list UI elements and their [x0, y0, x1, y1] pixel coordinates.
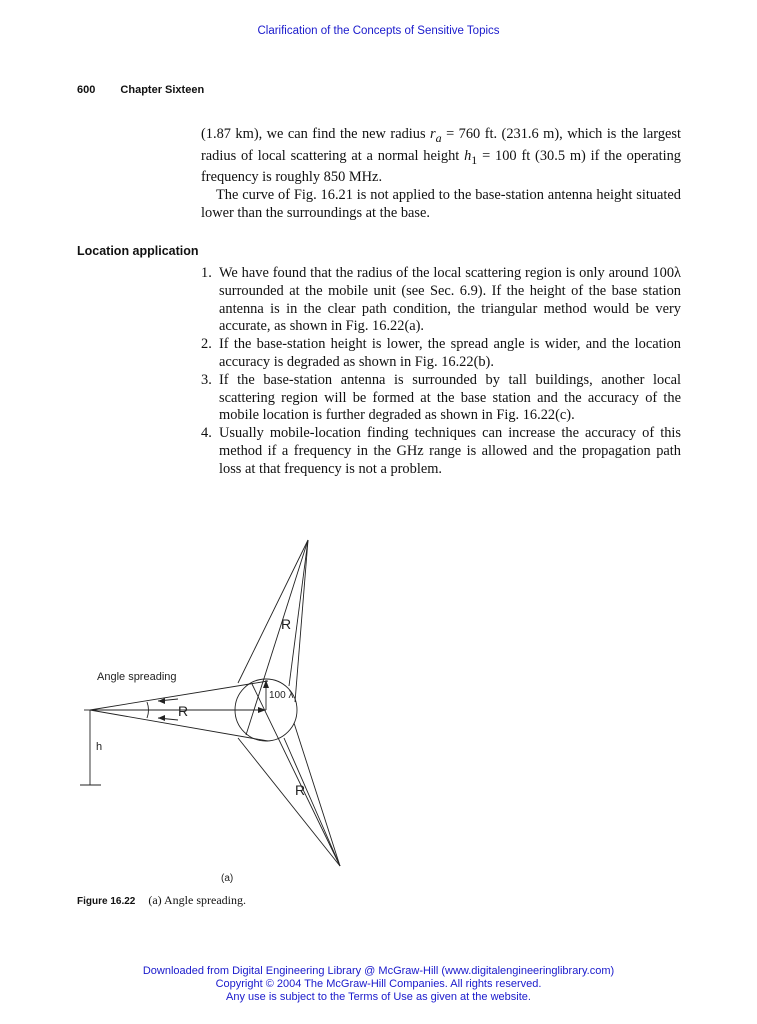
figure-caption-label: Figure 16.22	[77, 896, 136, 907]
para1-text-c: = 100 ft (30.5 m) if the operating frequency is roughly 850 MHz.	[201, 147, 681, 186]
r-label-top: R	[281, 616, 292, 632]
arrowhead-center	[258, 707, 266, 713]
figure-caption	[77, 893, 246, 908]
para1-text-b: = 760 ft. (231.6 m), which is the largest radius of local scattering at a normal height	[201, 126, 681, 164]
list-item-number: 3.	[201, 371, 212, 388]
list-item	[201, 265, 681, 336]
footer	[0, 965, 757, 1004]
section-heading: Location application	[77, 244, 199, 258]
para1-text-a: (1.87 km), we can find the new radius	[201, 126, 431, 142]
lower-inner-2	[284, 738, 340, 866]
footer-copyright[interactable]: Copyright © 2004 The McGraw-Hill Companies. All rights reserved.	[215, 978, 542, 990]
list-item-text: We have found that the radius of the local scattering region is only around 100λ surrounded at the mobile unit (see Sec. 6.9). If the height of the base station antenna is in the clear path condition, the triangular method would be very accurate, as shown in Fig. 16.22(a).	[219, 265, 681, 335]
r-label-left: R	[178, 703, 189, 719]
paragraph-2: The curve of Fig. 16.21 is not applied to the base-station antenna height situated lower than the surroundings at the base.	[201, 187, 681, 221]
list-item	[201, 336, 681, 372]
lower-inner-1	[252, 684, 340, 866]
var-h-subscript: 1	[471, 152, 478, 167]
list-item	[201, 372, 681, 425]
list-item-text: If the base-station antenna is surrounded by tall buildings, another local scattering region will be formed at the base station and the accuracy of the mobile location is further degraded as shown in Fig. 16.22(c).	[219, 371, 681, 424]
upper-inner-2	[289, 540, 308, 686]
list-item-text: Usually mobile-location finding techniques can increase the accuracy of this method if a frequency in the GHz range is allowed and the propagation path loss at that frequency is not a problem.	[219, 425, 681, 477]
location-list	[201, 265, 681, 479]
angle-spreading-label: Angle spreading	[97, 671, 177, 683]
list-item-text: If the base-station height is lower, the spread angle is wider, and the location accuracy is degraded as shown in Fig. 16.22(b).	[219, 336, 681, 370]
arrowhead-angle-bottom	[158, 715, 165, 721]
lower-branch-left	[238, 738, 340, 866]
var-r-subscript: a	[435, 130, 442, 145]
radius-100-lambda-label: 100 λ	[269, 690, 294, 701]
angle-spreading-figure	[70, 530, 370, 890]
footer-download-link[interactable]: Downloaded from Digital Engineering Library @ McGraw-Hill (www.digitalengineeringlibrary.com)	[142, 965, 615, 977]
var-r: r	[430, 126, 436, 142]
upper-branch-left	[238, 540, 308, 683]
footer-terms[interactable]: Any use is subject to the Terms of Use as given at the website.	[226, 991, 531, 1003]
height-label: h	[96, 741, 103, 753]
page-number: 600	[77, 84, 96, 96]
upper-branch-right	[295, 540, 308, 702]
header-link[interactable]: Clarification of the Concepts of Sensitive Topics	[257, 25, 500, 37]
figure-caption-text: (a) Angle spreading.	[148, 893, 246, 907]
list-item-number: 1.	[201, 265, 212, 281]
upper-inner-1	[246, 540, 308, 735]
paragraph-1	[201, 126, 681, 187]
running-head	[77, 84, 204, 96]
var-h: h	[464, 147, 472, 164]
intro-paragraphs	[201, 126, 681, 223]
r-label-bottom: R	[295, 782, 306, 798]
list-item-number: 2.	[201, 336, 212, 353]
chapter-title: Chapter Sixteen	[120, 84, 205, 96]
list-item	[201, 425, 681, 478]
list-item-number: 4.	[201, 425, 212, 442]
arrowhead-radius	[263, 680, 269, 688]
figure-sublabel: (a)	[221, 873, 234, 884]
